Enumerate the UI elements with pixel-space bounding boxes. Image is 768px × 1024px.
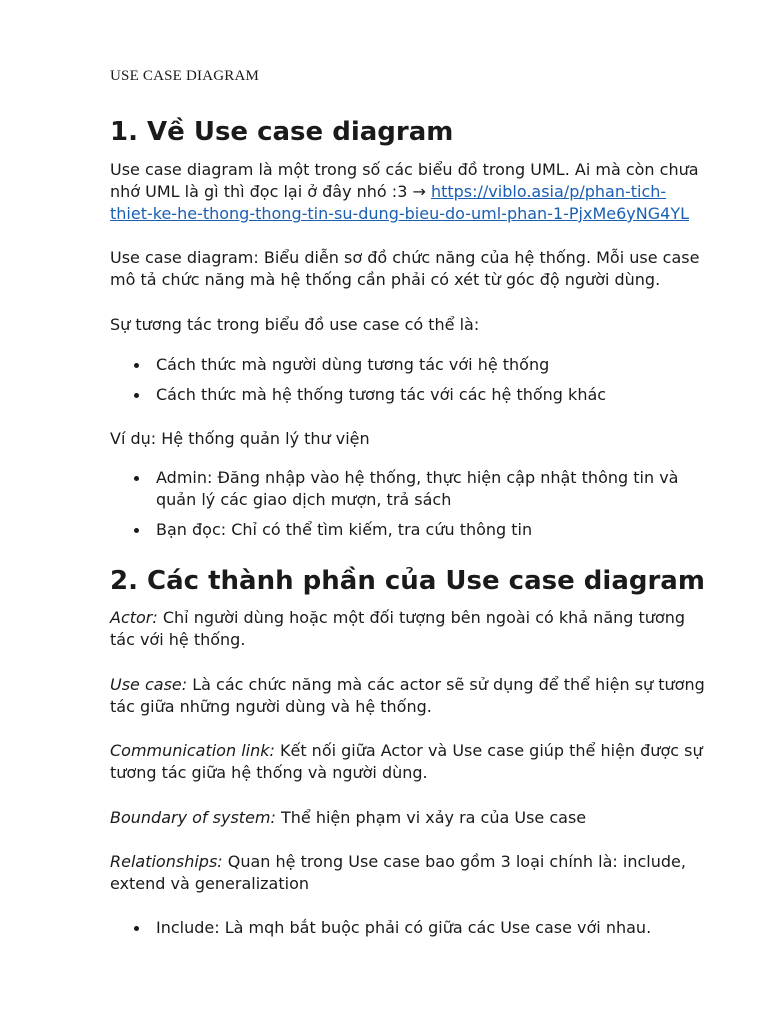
example-intro-text: Ví dụ: Hệ thống quản lý thư viện [110, 429, 370, 448]
bullet-dot [134, 393, 139, 398]
relationships-line-2: extend và generalization [110, 874, 309, 893]
usecase-term: Use case: [110, 675, 188, 694]
actor-text: Chỉ người dùng hoặc một đối tượng bên ngoài có khả năng tương [157, 608, 686, 627]
document-title: USE CASE DIAGRAM [110, 68, 260, 84]
bullet-dot [134, 476, 139, 481]
list-item-text [156, 467, 678, 511]
usecase-line-1 [110, 674, 740, 696]
communication-line-2: tương tác giữa hệ thống và người dùng. [110, 763, 428, 782]
example-intro [110, 428, 740, 450]
relationships-text: Quan hệ trong Use case bao gồm 3 loại chính là: include, [222, 852, 686, 871]
list-item-text: Include: Là mqh bắt buộc phải có giữa các Use case với nhau. [156, 918, 652, 937]
communication-paragraph [110, 740, 740, 784]
actor-line-1 [110, 607, 740, 629]
intro-line-3 [110, 203, 740, 225]
intro-paragraph [110, 159, 740, 225]
actor-term: Actor: [110, 608, 158, 627]
example-item-1-line-1: Admin: Đăng nhập vào hệ thống, thực hiện cập nhật thông tin và [156, 468, 679, 487]
communication-term: Communication link: [110, 741, 275, 760]
actor-line-2: tác với hệ thống. [110, 630, 246, 649]
viblo-link-part-1[interactable]: https://viblo.asia/p/phan-tich- [430, 182, 667, 201]
relationships-paragraph [110, 851, 740, 895]
section1-heading: 1. Về Use case diagram [110, 117, 454, 147]
definition-paragraph [110, 247, 740, 291]
usecase-paragraph [110, 674, 740, 718]
intro-line-2 [110, 181, 740, 203]
list-item-text: Cách thức mà hệ thống tương tác với các hệ thống khác [156, 385, 607, 404]
communication-line-1 [110, 740, 740, 762]
viblo-link-part-2[interactable]: thiet-ke-he-thong-thong-tin-su-dung-bieu-do-uml-phan-1-PjxMe6yNG4YL [110, 204, 689, 223]
section2-heading: 2. Các thành phần của Use case diagram [110, 566, 705, 596]
intro-line-1: Use case diagram là một trong số các biểu đồ trong UML. Ai mà còn chưa [110, 160, 699, 179]
list-item-text: Cách thức mà người dùng tương tác với hệ thống [156, 355, 550, 374]
relationships-term: Relationships: [110, 852, 223, 871]
definition-line-2: mô tả chức năng mà hệ thống cần phải có xét từ góc độ người dùng. [110, 270, 661, 289]
bullet-dot [134, 528, 139, 533]
list-item-text: Bạn đọc: Chỉ có thể tìm kiếm, tra cứu thông tin [156, 520, 533, 539]
boundary-text: Thể hiện phạm vi xảy ra của Use case [275, 808, 587, 827]
boundary-term: Boundary of system: [110, 808, 276, 827]
interaction-intro [110, 314, 740, 336]
interaction-intro-text: Sự tương tác trong biểu đồ use case có thể là: [110, 315, 480, 334]
actor-paragraph [110, 607, 740, 651]
bullet-dot [134, 363, 139, 368]
definition-line-1: Use case diagram: Biểu diễn sơ đồ chức năng của hệ thống. Mỗi use case [110, 248, 700, 267]
boundary-line [110, 807, 740, 829]
intro-line-2-text: nhớ UML là gì thì đọc lại ở đây nhó :3 → [110, 182, 431, 201]
example-item-1-line-2: quản lý các giao dịch mượn, trả sách [156, 490, 452, 509]
bullet-dot [134, 926, 139, 931]
usecase-line-2: tác giữa những người dùng và hệ thống. [110, 697, 432, 716]
usecase-text: Là các chức năng mà các actor sẽ sử dụng để thể hiện sự tương [187, 675, 705, 694]
relationships-line-1 [110, 851, 740, 873]
communication-text: Kết nối giữa Actor và Use case giúp thể hiện được sự [274, 741, 703, 760]
boundary-paragraph [110, 807, 740, 829]
